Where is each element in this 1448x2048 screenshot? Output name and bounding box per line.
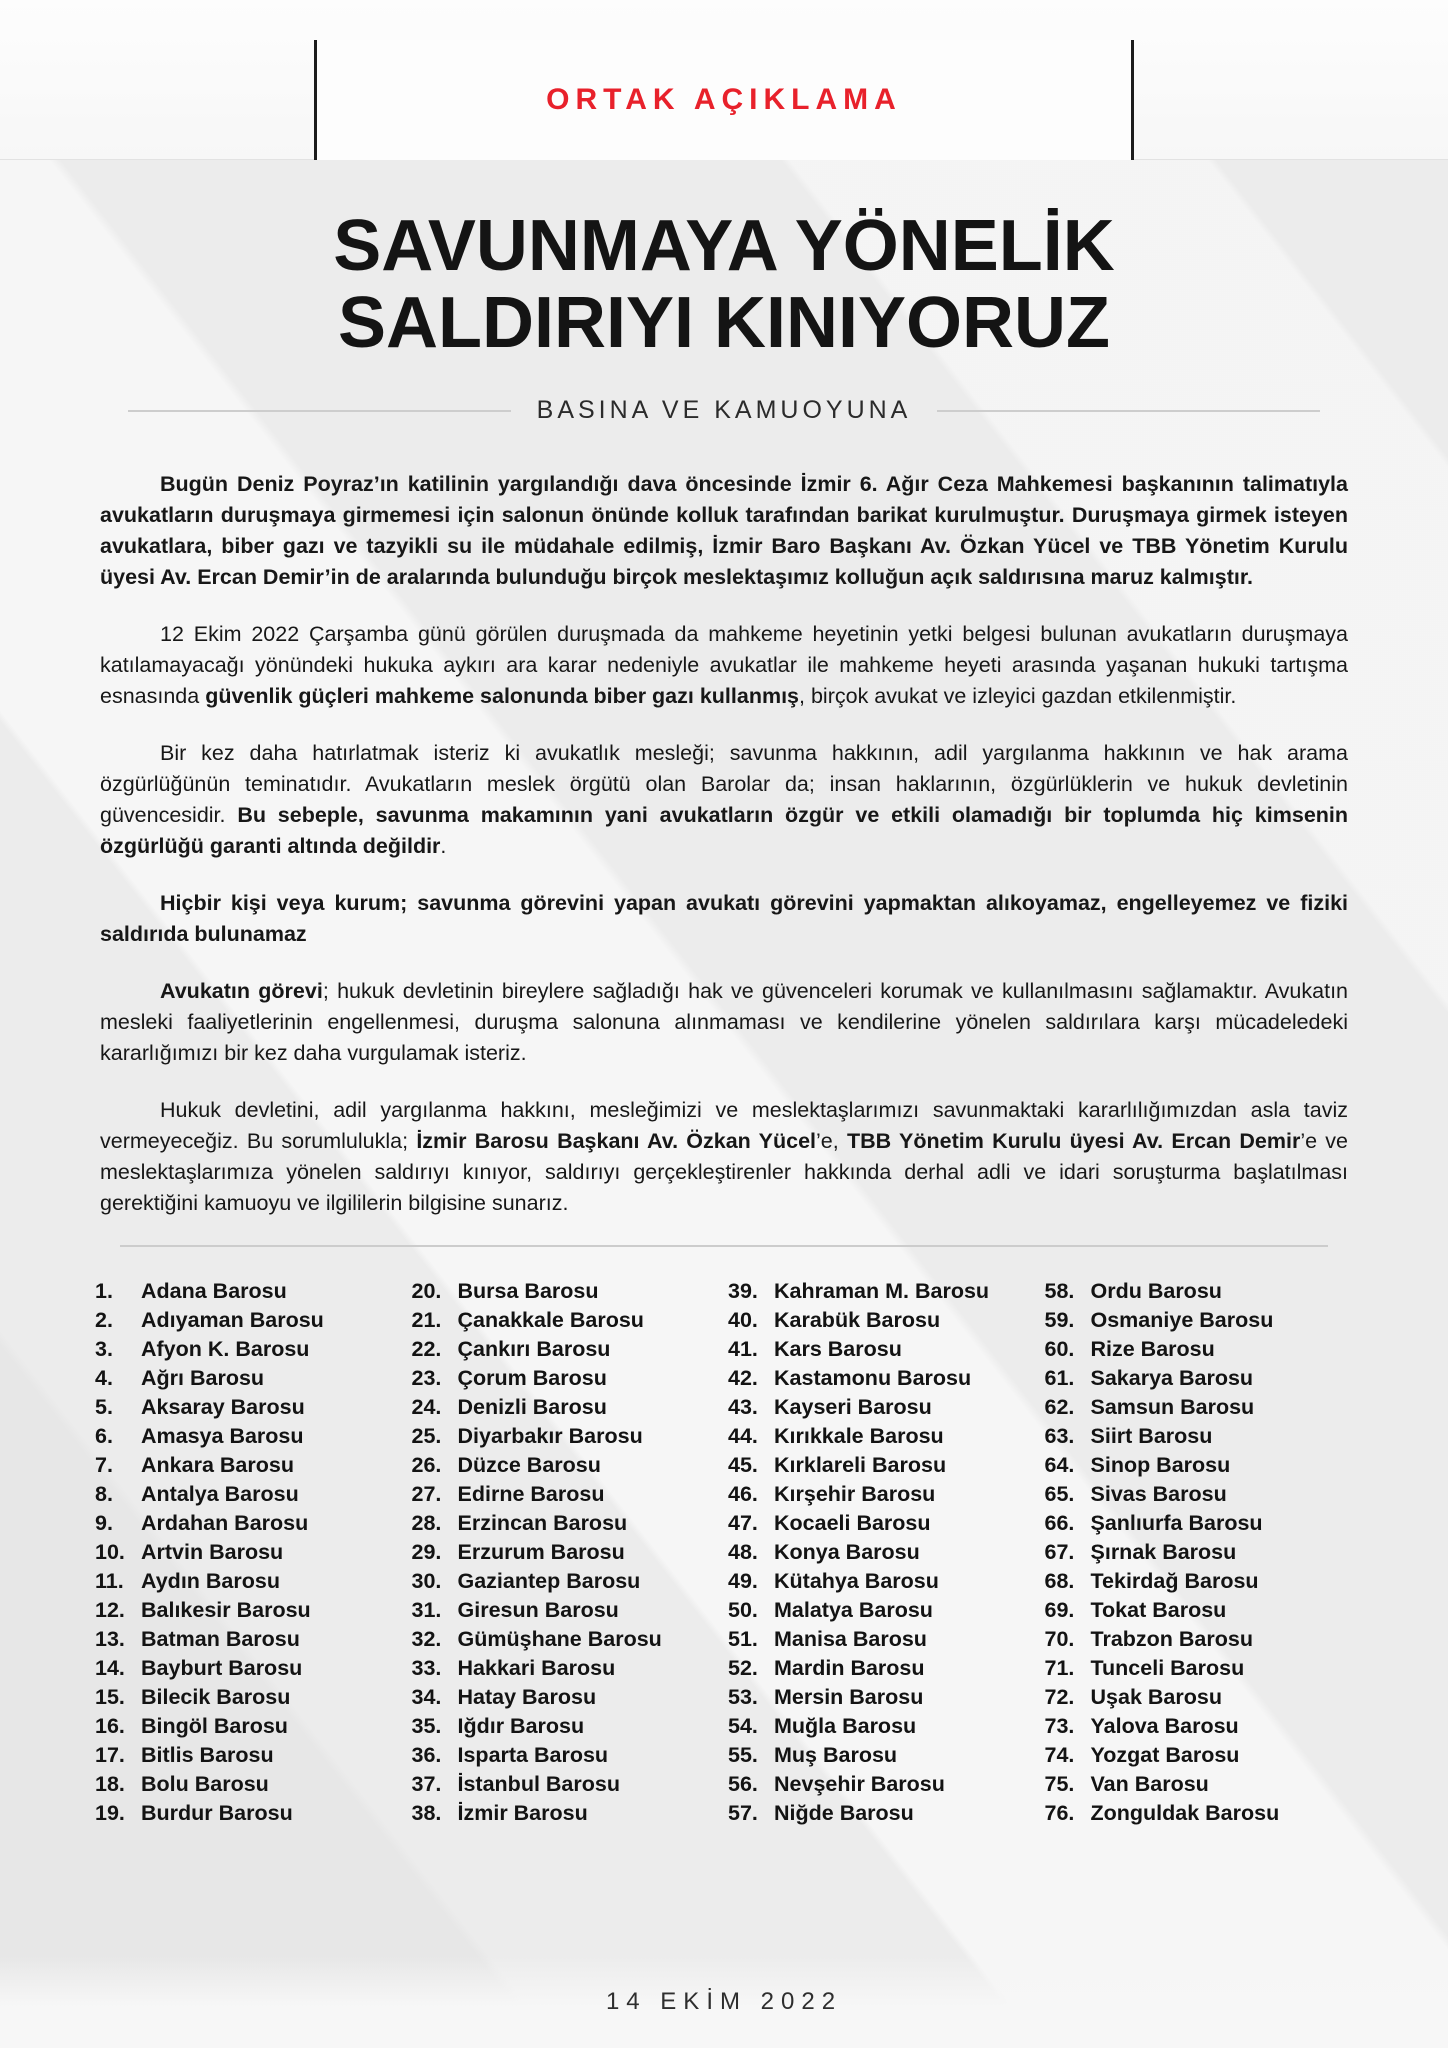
bar-list-item-name: Muş Barosu — [774, 1743, 898, 1767]
bar-list-item — [1045, 1306, 1354, 1335]
bar-list-item-name: Bilecik Barosu — [141, 1685, 291, 1709]
bar-list-item-number: 48. — [728, 1540, 758, 1564]
bar-list-item-name: Kocaeli Barosu — [774, 1511, 931, 1535]
bar-list-item-name: Bingöl Barosu — [141, 1714, 288, 1738]
bar-list-item-name: Tunceli Barosu — [1090, 1656, 1245, 1680]
bar-list-item — [95, 1277, 404, 1306]
bar-list-item-name: Rize Barosu — [1090, 1337, 1215, 1361]
bar-list-item — [728, 1712, 1037, 1741]
bar-list-item-name: Malatya Barosu — [774, 1598, 933, 1622]
bar-list-item — [1045, 1596, 1354, 1625]
subtitle-row — [128, 396, 1320, 425]
bar-list-item-number: 74. — [1044, 1743, 1075, 1767]
paragraph-segment: , birçok avukat ve izleyici gazdan etkilenmiştir. — [799, 684, 1237, 708]
bar-list-item-name: Konya Barosu — [774, 1540, 920, 1564]
bar-list-item — [412, 1654, 721, 1683]
bar-list-item-number: 15. — [95, 1685, 125, 1709]
bar-list-item — [412, 1770, 721, 1799]
paragraph — [100, 976, 1348, 1069]
bar-list-item — [412, 1364, 721, 1393]
bar-list-item-name: Zonguldak Barosu — [1090, 1801, 1280, 1825]
bar-list-item — [95, 1799, 404, 1828]
bar-list-item — [412, 1306, 721, 1335]
subtitle-text: BASINA VE KAMUOYUNA — [536, 396, 912, 424]
bar-list-item — [1045, 1277, 1354, 1306]
bar-list-item-number: 75. — [1044, 1772, 1075, 1796]
paragraph-segment-bold: güvenlik güçleri mahkeme salonunda biber gazı kullanmış — [205, 684, 800, 708]
bar-list-item-number: 44. — [728, 1424, 758, 1448]
bar-list-item — [412, 1393, 721, 1422]
bar-list-item-name: Karabük Barosu — [774, 1308, 941, 1332]
bar-list-item — [1045, 1567, 1354, 1596]
bar-list-item-name: Kırklareli Barosu — [774, 1453, 947, 1477]
bar-list-item-number: 25. — [411, 1424, 442, 1448]
bar-association-list — [95, 1277, 1353, 1828]
bar-list-item — [95, 1596, 404, 1625]
bar-list-item — [95, 1306, 404, 1335]
paragraph-segment: ; hukuk devletinin bireylere sağladığı hak ve güvenceleri korumak ve kullanılmasını sağlamaktır. Avukatın mesleki faaliyetlerinin engellenmesi, duruşma salonuna alınmaması ve kendilerine yönelen saldırılara karşı mücadeledeki kararlığımızı bir kez daha vurgulamak isteriz. — [100, 979, 1348, 1065]
bar-list-item-number: 54. — [728, 1714, 758, 1738]
bar-list-item — [728, 1335, 1037, 1364]
bar-list-item-number: 19. — [95, 1801, 125, 1825]
bar-list-item — [412, 1422, 721, 1451]
bar-list-item-name: Kütahya Barosu — [774, 1569, 939, 1593]
bar-list-item-name: Hatay Barosu — [457, 1685, 597, 1709]
bar-list-item — [728, 1567, 1037, 1596]
bar-list-item-number: 24. — [411, 1395, 442, 1419]
bar-list-item-number: 61. — [1044, 1366, 1075, 1390]
bar-list-item-name: Hakkari Barosu — [457, 1656, 616, 1680]
bar-list-item-number: 20. — [411, 1279, 442, 1303]
bar-list-item-number: 14. — [95, 1656, 125, 1680]
bar-list-item-number: 42. — [728, 1366, 758, 1390]
bar-list-item-name: Ankara Barosu — [141, 1453, 294, 1477]
bar-list-item-name: Çankırı Barosu — [457, 1337, 611, 1361]
bar-list-item — [412, 1712, 721, 1741]
bar-list-item-name: İzmir Barosu — [457, 1801, 588, 1825]
bar-list-item-number: 31. — [411, 1598, 442, 1622]
bar-list-item-name: Aydın Barosu — [141, 1569, 280, 1593]
bar-list-item-name: Adıyaman Barosu — [141, 1308, 324, 1332]
bar-list-item-number: 27. — [411, 1482, 442, 1506]
bar-list-item-number: 73. — [1044, 1714, 1075, 1738]
bar-list-item — [95, 1770, 404, 1799]
bar-list-item — [412, 1625, 721, 1654]
bar-list-item-name: Kayseri Barosu — [774, 1395, 932, 1419]
bar-list-item-name: Batman Barosu — [141, 1627, 300, 1651]
bar-list-item-name: Manisa Barosu — [774, 1627, 927, 1651]
bar-list-item-name: Isparta Barosu — [457, 1743, 609, 1767]
bar-list-item-number: 60. — [1044, 1337, 1075, 1361]
bar-list-item — [95, 1393, 404, 1422]
bar-list-item-number: 18. — [95, 1772, 125, 1796]
paragraph-segment-bold: TBB Yönetim Kurulu üyesi Av. Ercan Demir — [847, 1129, 1301, 1153]
bar-list-item-number: 29. — [411, 1540, 442, 1564]
bar-list-item — [728, 1480, 1037, 1509]
bar-list-item — [1045, 1683, 1354, 1712]
bar-list-item-number: 30. — [411, 1569, 442, 1593]
bar-list-item-name: Bolu Barosu — [141, 1772, 269, 1796]
bar-list-item-name: Nevşehir Barosu — [774, 1772, 945, 1796]
bar-list-item-name: Antalya Barosu — [141, 1482, 299, 1506]
bar-list-item-name: Adana Barosu — [141, 1279, 287, 1303]
bar-list-item-number: 70. — [1044, 1627, 1075, 1651]
bar-list-item-number: 34. — [411, 1685, 442, 1709]
bar-list-item — [95, 1654, 404, 1683]
bar-list-item-number: 36. — [411, 1743, 442, 1767]
bar-list-item — [412, 1451, 721, 1480]
bar-list-item — [1045, 1422, 1354, 1451]
bar-list-item-name: Mersin Barosu — [774, 1685, 924, 1709]
bar-list-item — [1045, 1393, 1354, 1422]
bar-list-item-number: 62. — [1044, 1395, 1075, 1419]
bar-list-item-name: Sinop Barosu — [1090, 1453, 1231, 1477]
bar-list-item — [1045, 1625, 1354, 1654]
paragraph-segment-bold: İzmir Barosu Başkanı Av. Özkan Yücel — [416, 1129, 817, 1153]
bar-list-item — [95, 1480, 404, 1509]
bar-list-item-number: 64. — [1044, 1453, 1075, 1477]
bar-list-item-number: 49. — [728, 1569, 758, 1593]
paragraph — [100, 1095, 1348, 1219]
bar-list-item-number: 41. — [728, 1337, 758, 1361]
bar-list-item-number: 2. — [95, 1308, 113, 1332]
subtitle-rule-left — [128, 410, 511, 412]
bar-list-item-name: Şanlıurfa Barosu — [1090, 1511, 1263, 1535]
bar-list-item-name: Osmaniye Barosu — [1090, 1308, 1274, 1332]
bar-list-item-name: Tekirdağ Barosu — [1090, 1569, 1259, 1593]
bar-list-item-number: 6. — [95, 1424, 113, 1448]
bar-list-item-number: 51. — [728, 1627, 758, 1651]
bar-list-item-number: 43. — [728, 1395, 758, 1419]
bar-list-item — [1045, 1480, 1354, 1509]
bar-list-item — [412, 1567, 721, 1596]
bar-list-item-number: 13. — [95, 1627, 125, 1651]
paragraph — [100, 469, 1348, 593]
bar-list-item-number: 35. — [411, 1714, 442, 1738]
bar-list-item-name: Kırıkkale Barosu — [774, 1424, 944, 1448]
bar-list-item-name: Giresun Barosu — [457, 1598, 619, 1622]
bar-list-item — [1045, 1335, 1354, 1364]
bar-list-item-name: Çanakkale Barosu — [457, 1308, 644, 1332]
bar-list-item-name: Van Barosu — [1090, 1772, 1209, 1796]
bar-list-item-number: 11. — [95, 1569, 124, 1593]
bar-list-item-name: Siirt Barosu — [1090, 1424, 1213, 1448]
bar-list-item — [95, 1364, 404, 1393]
bar-list-item-name: Balıkesir Barosu — [141, 1598, 311, 1622]
date-text: 14 EKİM 2022 — [605, 1988, 843, 2015]
bar-list-item-name: Denizli Barosu — [457, 1395, 607, 1419]
bar-list-item-name: Samsun Barosu — [1090, 1395, 1255, 1419]
bar-list-item — [1045, 1509, 1354, 1538]
paragraph-segment: Hukuk devletini, adil yargılanma hakkını, mesleğimizi ve meslektaşlarımızı savunmaktaki kararlılığımızdan asla taviz vermeyeceğiz. Bu sorumlulukla; — [100, 1098, 1348, 1153]
bar-list-item-name: Artvin Barosu — [141, 1540, 284, 1564]
bar-list-item — [728, 1393, 1037, 1422]
bar-list-item — [95, 1683, 404, 1712]
bar-list-item — [1045, 1654, 1354, 1683]
bar-list-item-number: 50. — [728, 1598, 758, 1622]
bar-list-item-name: Gümüşhane Barosu — [457, 1627, 662, 1651]
bar-list-item — [95, 1335, 404, 1364]
bar-list-item-name: Muğla Barosu — [774, 1714, 917, 1738]
bar-list-item-name: Yozgat Barosu — [1090, 1743, 1240, 1767]
bar-list-item-number: 53. — [728, 1685, 758, 1709]
bar-list-item-number: 4. — [95, 1366, 113, 1390]
bar-list-item-name: Mardin Barosu — [774, 1656, 925, 1680]
bar-list-item-name: Ağrı Barosu — [141, 1366, 265, 1390]
bar-list-item-number: 40. — [728, 1308, 758, 1332]
bar-list-item-number: 1. — [95, 1279, 113, 1303]
bar-list-item-number: 45. — [728, 1453, 758, 1477]
bar-list-item — [728, 1451, 1037, 1480]
bar-list-item-name: Edirne Barosu — [457, 1482, 605, 1506]
bar-list-item-number: 68. — [1044, 1569, 1075, 1593]
bar-list-item — [412, 1799, 721, 1828]
bar-list-item — [95, 1712, 404, 1741]
bar-list-item — [728, 1277, 1037, 1306]
bar-list-item-number: 76. — [1044, 1801, 1075, 1825]
bar-list-item — [95, 1509, 404, 1538]
bar-list-item — [95, 1625, 404, 1654]
bar-list-item-number: 33. — [411, 1656, 442, 1680]
bar-list-item — [728, 1799, 1037, 1828]
bar-list-item-number: 66. — [1044, 1511, 1075, 1535]
bar-list-item — [728, 1364, 1037, 1393]
bar-list-item — [412, 1683, 721, 1712]
bar-list-item-number: 9. — [95, 1511, 113, 1535]
title-line-2: SALDIRIYI KINIYORUZ — [337, 283, 1111, 363]
bar-list-item-number: 72. — [1044, 1685, 1075, 1709]
bar-list-item-number: 56. — [728, 1772, 758, 1796]
bar-list-item-name: Tokat Barosu — [1090, 1598, 1227, 1622]
statement-body — [100, 469, 1348, 1219]
bar-list-item-name: Kırşehir Barosu — [774, 1482, 936, 1506]
bar-list-column — [412, 1277, 721, 1828]
bar-list-item — [728, 1306, 1037, 1335]
bar-list-item-name: Kars Barosu — [774, 1337, 902, 1361]
bar-list-item-number: 16. — [95, 1714, 125, 1738]
bar-list-item — [728, 1741, 1037, 1770]
paragraph-segment-bold: Avukatın görevi — [160, 979, 323, 1003]
bar-list-item-name: Şırnak Barosu — [1090, 1540, 1237, 1564]
bar-list-item — [1045, 1741, 1354, 1770]
bar-list-item-number: 57. — [728, 1801, 758, 1825]
bar-list-item — [412, 1335, 721, 1364]
bar-list-item-number: 12. — [95, 1598, 125, 1622]
header-band — [0, 0, 1448, 160]
bar-list-item-number: 65. — [1044, 1482, 1075, 1506]
bar-list-item-number: 69. — [1044, 1598, 1075, 1622]
bar-list-item-name: Niğde Barosu — [774, 1801, 914, 1825]
paragraph-segment: . — [440, 834, 447, 858]
footer-band — [0, 1956, 1448, 2048]
bar-list-column — [1045, 1277, 1354, 1828]
paragraph-segment: ’e ve meslektaşlarımıza yönelen saldırıyı kınıyor, saldırıyı gerçekleştirenler hakkında derhal adli ve idari soruşturma başlatılması gerektiğini kamuoyu ve ilgililerin bilgisine sunarız. — [100, 1129, 1349, 1215]
bar-list-item — [728, 1538, 1037, 1567]
bar-list-item-name: Uşak Barosu — [1090, 1685, 1222, 1709]
paragraph-segment-bold: Bugün Deniz Poyraz’ın katilinin yargılandığı dava öncesinde İzmir 6. Ağır Ceza Mahkemesi başkanının talimatıyla avukatların duruşmaya girmemesi için salonun önünde kolluk tarafından barikat kurulmuştur. Duruşmaya girmek isteyen avukatlara, biber gazı ve tazyikli su ile müdahale edilmiş, İzmir Baro Başkanı Av. Özkan Yücel ve TBB Yönetim Kurulu üyesi Av. Ercan Demir’in de aralarında bulunduğu birçok meslektaşımız kolluğun açık saldırısına maruz kalmıştır. — [100, 472, 1348, 589]
kicker-text: ORTAK AÇIKLAMA — [546, 83, 902, 116]
paragraph-segment: 12 Ekim 2022 Çarşamba günü görülen duruşmada da mahkeme heyetinin yetki belgesi bulunan avukatların duruşmaya katılamayacağı yönündeki hukuka aykırı ara karar nedeniyle avukatlar ile mahkeme heyeti arasında yaşanan hukuki tartışma esnasında — [100, 622, 1348, 708]
bar-list-item — [412, 1509, 721, 1538]
bar-list-item-number: 67. — [1044, 1540, 1075, 1564]
kicker-banner — [314, 40, 1134, 160]
bar-list-item — [95, 1451, 404, 1480]
bar-list-item — [1045, 1799, 1354, 1828]
bar-list-item-number: 7. — [95, 1453, 113, 1477]
bar-list-item-number: 38. — [411, 1801, 442, 1825]
paragraph — [100, 619, 1348, 712]
bar-list-item-name: Yalova Barosu — [1090, 1714, 1239, 1738]
bar-list-item-number: 32. — [411, 1627, 442, 1651]
bar-list-item-number: 17. — [95, 1743, 125, 1767]
subtitle-rule-right — [937, 410, 1320, 412]
bar-list-item-name: Burdur Barosu — [141, 1801, 293, 1825]
bar-list-item-number: 10. — [95, 1540, 125, 1564]
bar-list-item — [728, 1770, 1037, 1799]
bar-list-item — [728, 1596, 1037, 1625]
bar-list-item-number: 37. — [411, 1772, 442, 1796]
bar-list-item-name: Çorum Barosu — [457, 1366, 607, 1390]
bar-list-item — [1045, 1770, 1354, 1799]
bar-list-item-number: 8. — [95, 1482, 113, 1506]
bar-list-item — [95, 1741, 404, 1770]
paragraph-segment: Bir kez daha hatırlatmak isteriz ki avukatlık mesleği; savunma hakkının, adil yargılanma hakkının ve hak arama özgürlüğünün teminatıdır. Avukatların meslek örgütü olan Barolar da; insan haklarının, özgürlüklerin ve hukuk devletinin güvencesidir. — [100, 741, 1348, 827]
bar-list-item-number: 28. — [411, 1511, 442, 1535]
bar-list-item — [728, 1683, 1037, 1712]
bar-list-item-number: 58. — [1044, 1279, 1075, 1303]
paragraph-segment-bold: Bu sebeple, savunma makamının yani avukatların özgür ve etkili olamadığı bir toplumda hiç kimsenin özgürlüğü garanti altında değildir — [100, 803, 1349, 858]
bar-list-item-name: Sivas Barosu — [1090, 1482, 1227, 1506]
bar-list-item-number: 22. — [411, 1337, 442, 1361]
bar-list-item-number: 39. — [728, 1279, 758, 1303]
main-title — [0, 208, 1448, 362]
paragraph — [100, 738, 1348, 862]
bar-list-item-name: Bayburt Barosu — [141, 1656, 303, 1680]
bar-list-item-number: 55. — [728, 1743, 758, 1767]
bar-list-item-name: Kahraman M. Barosu — [774, 1279, 990, 1303]
bar-list-item-name: Düzce Barosu — [457, 1453, 601, 1477]
bar-list-column — [95, 1277, 404, 1828]
bar-list-item-name: Iğdır Barosu — [457, 1714, 585, 1738]
bar-list-item-number: 47. — [728, 1511, 758, 1535]
bar-list-item — [1045, 1712, 1354, 1741]
bar-list-item-number: 26. — [411, 1453, 442, 1477]
bar-list-item-number: 46. — [728, 1482, 758, 1506]
bar-list-item — [95, 1422, 404, 1451]
bar-list-item-name: Ordu Barosu — [1090, 1279, 1222, 1303]
bar-list-item — [412, 1596, 721, 1625]
bar-list-item-name: Amasya Barosu — [141, 1424, 304, 1448]
bar-list-item — [412, 1741, 721, 1770]
list-divider — [120, 1245, 1328, 1247]
bar-list-item-name: Aksaray Barosu — [141, 1395, 305, 1419]
bar-list-item — [1045, 1538, 1354, 1567]
bar-list-item — [728, 1654, 1037, 1683]
bar-list-item-name: Ardahan Barosu — [141, 1511, 309, 1535]
bar-list-item — [412, 1480, 721, 1509]
bar-list-item — [728, 1422, 1037, 1451]
bar-list-item-name: Bitlis Barosu — [141, 1743, 274, 1767]
paragraph-segment: ’e, — [816, 1129, 847, 1153]
bar-list-item-number: 52. — [728, 1656, 758, 1680]
bar-list-item-name: İstanbul Barosu — [457, 1772, 620, 1796]
bar-list-item-number: 5. — [95, 1395, 113, 1419]
bar-list-item — [412, 1538, 721, 1567]
bar-list-item-name: Erzincan Barosu — [457, 1511, 628, 1535]
bar-list-item-name: Erzurum Barosu — [457, 1540, 625, 1564]
bar-list-item-number: 23. — [411, 1366, 442, 1390]
bar-list-column — [728, 1277, 1037, 1828]
bar-list-item — [728, 1625, 1037, 1654]
bar-list-item-name: Gaziantep Barosu — [457, 1569, 641, 1593]
bar-list-item-number: 63. — [1044, 1424, 1075, 1448]
bar-list-item — [1045, 1364, 1354, 1393]
bar-list-item — [95, 1567, 404, 1596]
bar-list-item-number: 71. — [1044, 1656, 1075, 1680]
paragraph-segment-bold: Hiçbir kişi veya kurum; savunma görevini yapan avukatı görevini yapmaktan alıkoyamaz, engelleyemez ve fiziki saldırıda bulunamaz — [100, 891, 1348, 946]
bar-list-item-name: Afyon K. Barosu — [141, 1337, 310, 1361]
bar-list-item-number: 21. — [411, 1308, 442, 1332]
bar-list-item — [412, 1277, 721, 1306]
bar-list-item-name: Diyarbakır Barosu — [457, 1424, 643, 1448]
title-line-1: SAVUNMAYA YÖNELİK — [333, 206, 1115, 286]
bar-list-item — [1045, 1451, 1354, 1480]
bar-list-item-name: Bursa Barosu — [457, 1279, 599, 1303]
bar-list-item-name: Sakarya Barosu — [1090, 1366, 1254, 1390]
bar-list-item-name: Kastamonu Barosu — [774, 1366, 972, 1390]
paragraph — [100, 888, 1348, 950]
bar-list-item-name: Trabzon Barosu — [1090, 1627, 1253, 1651]
bar-list-item-number: 3. — [95, 1337, 113, 1361]
bar-list-item — [728, 1509, 1037, 1538]
bar-list-item-number: 59. — [1044, 1308, 1075, 1332]
bar-list-item — [95, 1538, 404, 1567]
